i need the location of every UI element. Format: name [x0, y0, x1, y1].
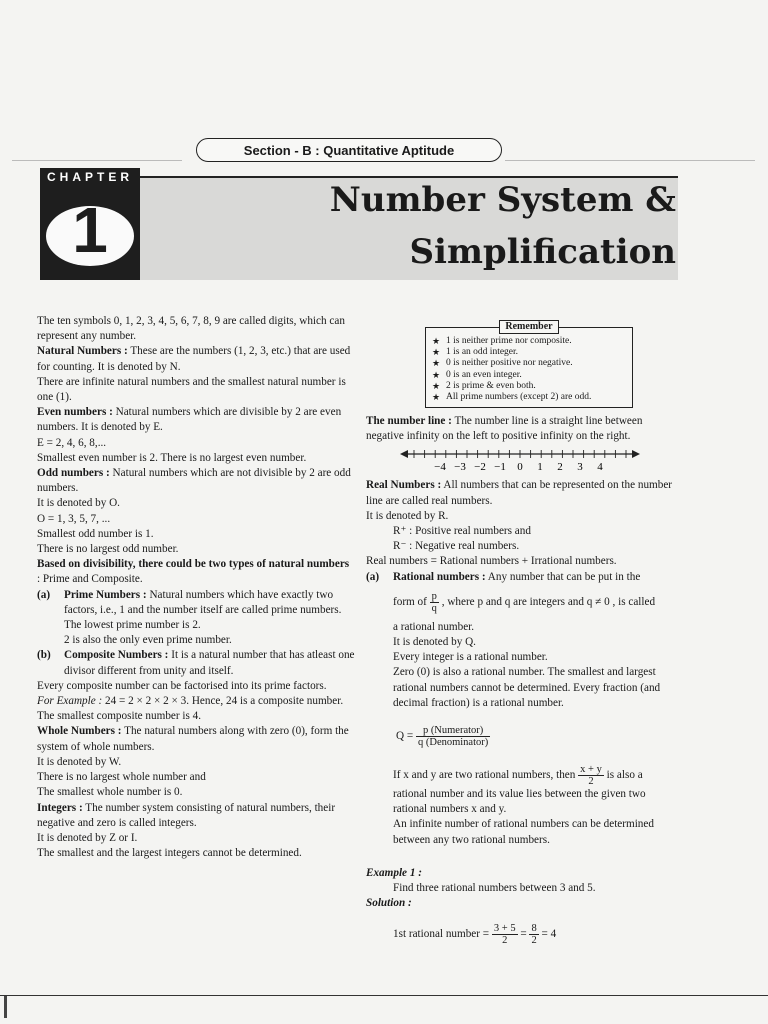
right-arrow-icon — [632, 450, 640, 458]
rational-called: a rational number. — [393, 620, 475, 633]
chapter-title-line2: Simplification — [409, 232, 676, 272]
divisibility-text: : Prime and Composite. — [37, 573, 143, 586]
xy-rest: rational number and its value lies between the given two rational numbers x and y. — [393, 788, 646, 816]
prime-label: (a) — [37, 588, 51, 601]
natural-numbers-text: These are the numbers (1, 2, 3, etc.) that are used for counting. It is denoted by N. — [37, 345, 351, 373]
composite-numbers-heading: Composite Numbers : — [64, 649, 169, 662]
integers-text: The number system consisting of natural numbers, their negative and zero is called integers. — [37, 801, 336, 829]
remember-list — [432, 336, 626, 403]
number-line-label: 3 — [577, 461, 583, 473]
solution-pre: 1st rational number = — [393, 928, 490, 941]
prime-numbers-text: Natural numbers which have exactly two factors, i.e., 1 and the number itself are called prime numbers. — [64, 588, 342, 616]
integers-denoted: It is denoted by Z or I. — [37, 831, 138, 844]
solution-fraction-1 — [492, 923, 518, 946]
solution-denominator-2: 2 — [531, 935, 537, 947]
q-formula-lhs: Q = — [396, 730, 414, 743]
remember-item: ★ All prime numbers (except 2) are odd. — [432, 392, 626, 403]
integers-paragraph — [37, 801, 355, 831]
rational-form-post: , where p and q are integers and q ≠ 0 , is called — [441, 595, 656, 608]
real-negative: R⁻ : Negative real numbers. — [393, 540, 520, 553]
xy-paragraph — [366, 764, 682, 787]
solution-result: = 4 — [541, 928, 557, 941]
composite-label: (b) — [37, 649, 51, 662]
prime-numbers-heading: Prime Numbers : — [64, 588, 147, 601]
number-line-diagram — [400, 446, 640, 476]
real-numbers-text: All numbers that can be represented on the number line are called real numbers. — [366, 479, 673, 507]
even-set: E = 2, 4, 6, 8,... — [37, 436, 107, 449]
rational-form — [366, 591, 682, 614]
even-smallest: Smallest even number is 2. There is no largest even number. — [37, 451, 307, 464]
q-formula — [366, 725, 682, 748]
chapter-label: CHAPTER — [46, 170, 133, 184]
remember-title: Remember — [499, 320, 559, 334]
example-1-heading: Example 1 : — [366, 866, 422, 879]
chapter-title-line1: Number System & — [329, 180, 676, 220]
remember-item: ★ 0 is neither positive nor negative. — [432, 358, 626, 369]
p-over-q-fraction — [430, 591, 439, 614]
natural-infinite-text: There are infinite natural numbers and the smallest natural number is one (1). — [37, 375, 346, 404]
example-heading: For Example : — [37, 695, 103, 708]
composite-factorised: Every composite number can be factorised into its prime factors. — [37, 679, 327, 692]
remember-box — [425, 321, 633, 408]
digits-paragraph: The ten symbols 0, 1, 2, 3, 4, 5, 6, 7, 8, 9 are called digits, which can represent any number. — [37, 315, 345, 343]
odd-numbers-text: Natural numbers which are not divisible by 2 are odd numbers. — [37, 467, 351, 495]
chapter-number: 1 — [72, 194, 108, 266]
number-line-label: −2 — [474, 461, 486, 473]
number-line-label: −3 — [454, 461, 466, 473]
solution-line — [366, 923, 682, 946]
whole-largest: There is no largest whole number and — [37, 771, 206, 784]
remember-item: ★ 0 is an even integer. — [432, 370, 626, 381]
solution-label: Solution : — [366, 897, 412, 910]
margin-mark — [4, 996, 7, 1018]
natural-numbers-heading: Natural Numbers : — [37, 345, 128, 358]
real-positive: R⁺ : Positive real numbers and — [393, 525, 531, 538]
natural-numbers-paragraph — [37, 344, 355, 374]
rational-every-integer: Every integer is a rational number. — [393, 651, 548, 664]
divisibility-paragraph — [37, 557, 355, 587]
odd-smallest: Smallest odd number is 1. — [37, 527, 154, 540]
remember-item: ★ 1 is neither prime nor composite. — [432, 336, 626, 347]
left-arrow-icon — [400, 450, 408, 458]
composite-numbers-text: It is a natural number that has atleast one divisor different from unity and itself. — [64, 649, 355, 677]
number-line-label: 1 — [537, 461, 543, 473]
rational-denoted: It is denoted by Q. — [393, 636, 476, 649]
xy-post: is also a — [606, 769, 643, 782]
number-line-ticks — [414, 450, 626, 473]
even-numbers-text: Natural numbers which are divisible by 2 are even numbers. It is denoted by E. — [37, 406, 342, 434]
xy-pre: If x and y are two rational numbers, then — [393, 769, 576, 782]
composite-smallest: The smallest composite number is 4. — [37, 710, 202, 723]
number-line-heading: The number line : — [366, 415, 452, 427]
number-line-label: −1 — [494, 461, 506, 473]
solution-fraction-2 — [529, 923, 538, 946]
rational-label: (a) — [366, 570, 380, 583]
real-denoted: It is denoted by R. — [366, 509, 449, 522]
rational-item — [366, 570, 682, 585]
whole-numbers-paragraph — [37, 724, 355, 754]
solution-numerator-2: 8 — [531, 923, 537, 935]
xy-numerator: x + y — [580, 764, 602, 776]
solution-equals: = — [520, 928, 527, 941]
number-line-label: −4 — [434, 461, 446, 473]
composite-example — [37, 694, 355, 709]
odd-denoted: It is denoted by O. — [37, 497, 120, 510]
integers-heading: Integers : — [37, 801, 83, 814]
xy-fraction — [578, 764, 604, 787]
divisibility-heading: Based on divisibility, there could be two types of natural numbers — [37, 558, 350, 571]
solution-heading — [366, 896, 682, 911]
example-text: 24 = 2 × 2 × 2 × 3. Hence, 24 is a composite number. — [102, 695, 344, 708]
whole-numbers-text: The natural numbers along with zero (0), form the system of whole numbers. — [37, 725, 349, 753]
odd-set: O = 1, 3, 5, 7, ... — [37, 512, 111, 525]
real-numbers-heading: Real Numbers : — [366, 479, 442, 492]
left-column — [37, 314, 355, 861]
section-heading: Section - B : Quantitative Aptitude — [196, 138, 502, 162]
number-line-label: 0 — [517, 461, 523, 473]
even-numbers-paragraph — [37, 405, 355, 435]
solution-numerator-1: 3 + 5 — [493, 923, 516, 935]
q-denominator: q (Denominator) — [417, 737, 489, 749]
real-equation: Real numbers = Rational numbers + Irrational numbers. — [366, 555, 617, 568]
real-numbers-paragraph — [366, 478, 682, 508]
q-numerator: p (Numerator) — [416, 725, 490, 737]
number-line-label: 2 — [557, 461, 563, 473]
even-numbers-heading: Even numbers : — [37, 406, 113, 419]
rational-zero: Zero (0) is also a rational number. The smallest and largest rational numbers cannot be determined. Every fraction (and decimal fraction) is a rational number. — [393, 666, 661, 709]
prime-numbers-item — [37, 588, 355, 618]
prime-even: 2 is also the only even prime number. — [64, 634, 232, 647]
infinite-rationals: An infinite number of rational numbers can be determined between any two rational numbers. — [393, 818, 654, 846]
remember-item: ★ 2 is prime & even both. — [432, 381, 626, 392]
q-formula-fraction — [416, 725, 490, 748]
odd-largest: There is no largest odd number. — [37, 543, 179, 556]
remember-item: ★ 1 is an odd integer. — [432, 347, 626, 358]
xy-denominator: 2 — [588, 776, 594, 788]
prime-lowest: The lowest prime number is 2. — [64, 619, 201, 632]
whole-smallest: The smallest whole number is 0. — [37, 786, 183, 799]
right-column — [366, 414, 682, 946]
rational-form-pre: form of — [393, 595, 427, 608]
odd-numbers-heading: Odd numbers : — [37, 467, 110, 480]
whole-numbers-heading: Whole Numbers : — [37, 725, 122, 738]
footer-rule — [0, 995, 768, 996]
number-line-text: The number line is a straight line between negative infinity on the left to positive infinity on the right. — [366, 415, 643, 443]
number-line-label: 4 — [597, 461, 603, 473]
example-1-text: Find three rational numbers between 3 and 5. — [393, 882, 596, 895]
solution-denominator-1: 2 — [502, 935, 508, 947]
header-rule-right — [505, 160, 755, 161]
rational-heading: Rational numbers : — [393, 570, 486, 583]
composite-numbers-item — [37, 648, 355, 678]
number-line-paragraph — [366, 414, 682, 444]
integers-range: The smallest and the largest integers cannot be determined. — [37, 847, 302, 860]
whole-denoted: It is denoted by W. — [37, 755, 122, 768]
fraction-denominator: q — [431, 602, 437, 614]
example-heading-right — [366, 866, 682, 881]
fraction-numerator: p — [431, 590, 437, 602]
odd-numbers-paragraph — [37, 466, 355, 496]
header-rule-left — [12, 160, 182, 161]
rational-text: Any number that can be put in the — [485, 570, 641, 583]
